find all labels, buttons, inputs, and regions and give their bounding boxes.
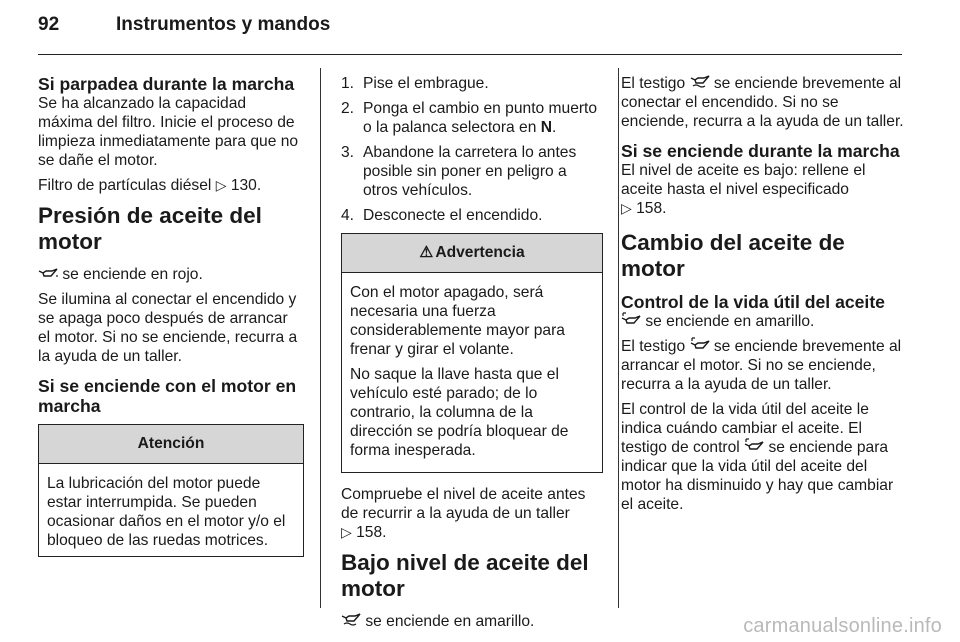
paragraph: Compruebe el nivel de aceite antes de recurrir a la ayuda de un taller ▷ 158. xyxy=(341,486,586,541)
warning-title: ⚠ Advertencia xyxy=(342,234,602,273)
oil-level-icon xyxy=(690,75,710,92)
page-header xyxy=(38,14,330,36)
paragraph: se enciende en amarillo. xyxy=(341,612,603,631)
paragraph: El testigo se enciende brevemente al conectar el encendido. Si no se enciende, recurra a la ayuda de un taller. xyxy=(621,75,904,130)
list-item: 1. Pise el embrague. xyxy=(341,75,489,92)
oil-life-icon xyxy=(744,439,764,456)
paragraph: Con el motor apagado, será necesaria una fuerza considerablemente mayor para frenar y girar el volante. xyxy=(350,284,565,358)
oil-can-icon xyxy=(38,266,58,283)
section-heading: Control de la vida útil del aceite xyxy=(621,292,885,312)
watermark: carmanualsonline.info xyxy=(743,615,942,637)
list-item: 2. Ponga el cambio en punto muerto o la palanca selectora en N. xyxy=(341,100,598,136)
section-title: Presión de aceite del motor xyxy=(38,203,262,254)
warning-triangle-icon: ⚠ xyxy=(419,244,434,261)
paragraph: se enciende en rojo. xyxy=(38,265,304,284)
attention-title: Atención xyxy=(39,425,303,464)
page-ref-arrow-icon: ▷ xyxy=(621,200,632,216)
section-heading: Si parpadea durante la marcha xyxy=(38,74,295,94)
column-3 xyxy=(621,74,907,520)
attention-body: La lubricación del motor puede estar interrumpida. Se pueden ocasionar daños en el motor y/o el bloqueo de las ruedas motrices. xyxy=(47,475,286,549)
oil-life-icon xyxy=(621,313,641,330)
section-title: Bajo nivel de aceite del motor xyxy=(341,550,589,601)
attention-box xyxy=(38,424,304,557)
oil-life-icon xyxy=(690,338,710,355)
paragraph: El nivel de aceite es bajo: rellene el aceite hasta el nivel especificado ▷ 158. xyxy=(621,162,866,217)
page-ref-arrow-icon: ▷ xyxy=(341,524,352,540)
column-2 xyxy=(341,74,603,637)
column-divider xyxy=(320,68,321,608)
page-ref-arrow-icon: ▷ xyxy=(215,177,227,193)
section-heading: Si se enciende con el motor en marcha xyxy=(38,376,297,416)
steps-list xyxy=(341,74,603,225)
list-item: 4. Desconecte el encendido. xyxy=(341,207,543,224)
paragraph: se enciende en amarillo. xyxy=(621,312,907,331)
paragraph: Se ha alcanzado la capacidad máxima del filtro. Inicie el proceso de limpieza inmediatamente para que no se dañe el motor. xyxy=(38,95,299,169)
header-rule xyxy=(38,54,902,55)
warning-body xyxy=(342,273,602,472)
chapter-title: Instrumentos y mandos xyxy=(116,14,331,35)
paragraph: Filtro de partículas diésel ▷ 130. xyxy=(38,177,262,194)
oil-level-icon xyxy=(341,613,361,630)
page-number: 92 xyxy=(38,14,60,35)
column-divider xyxy=(618,68,619,608)
paragraph: El testigo se enciende brevemente al arrancar el motor. Si no se enciende, recurra a la ayuda de un taller. xyxy=(621,338,902,393)
list-item: 3. Abandone la carretera lo antes posible sin poner en peligro a otros vehículos. xyxy=(341,144,577,199)
section-heading: Si se enciende durante la marcha xyxy=(621,141,900,161)
paragraph: No saque la llave hasta que el vehículo esté parado; de lo contrario, la columna de la dirección se podría bloquear de forma inesperada. xyxy=(350,366,569,459)
section-title: Cambio del aceite de motor xyxy=(621,230,845,281)
paragraph: Se ilumina al conectar el encendido y se apaga poco después de arrancar el motor. Si no se enciende, recurra a la ayuda de un taller. xyxy=(38,291,298,365)
paragraph: El control de la vida útil del aceite le indica cuándo cambiar el aceite. El testigo de control se enciende para indicar que la vida útil del aceite del motor ha disminuido y hay que cambiar el aceite. xyxy=(621,401,894,513)
warning-box xyxy=(341,233,603,473)
column-1 xyxy=(38,74,304,569)
